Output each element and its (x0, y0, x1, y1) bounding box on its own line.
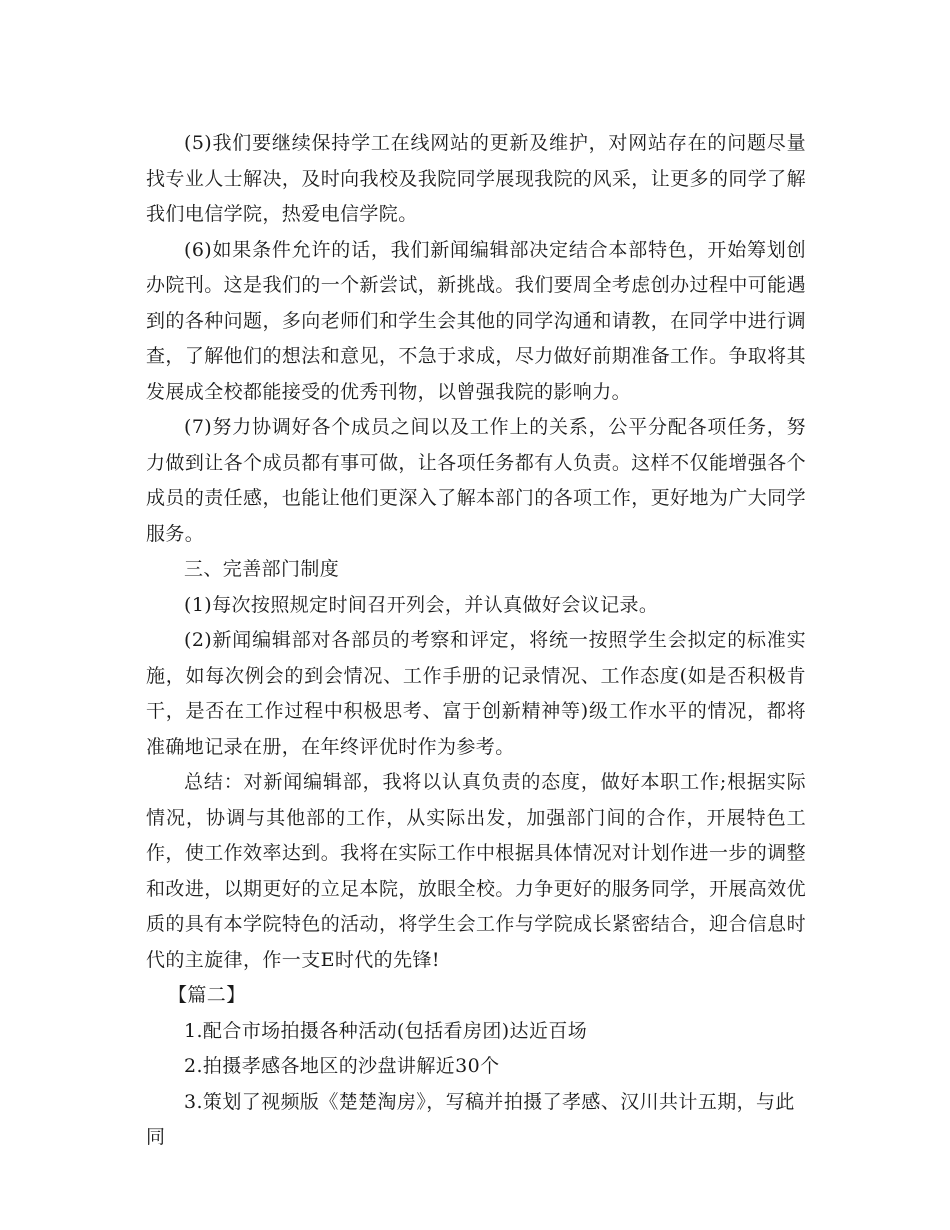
part-two-item-2: 2.拍摄孝感各地区的沙盘讲解近30个 (184, 1055, 500, 1077)
paragraph-item-7: (7)努力协调好各个成员之间以及工作上的关系，公平分配各项任务，努力做到让各个成员都有事可做，让各项任务都有人负责。这样不仅能增强各个成员的责任感，也能让他们更深入了解本部门的各项工作，更好地为广大同学服务。 (146, 416, 806, 545)
paragraph-item-5: (5)我们要继续保持学工在线网站的更新及维护，对网站存在的问题尽量找专业人士解决，及时向我校及我院同学展现我院的风采，让更多的同学了解我们电信学院，热爱电信学院。 (146, 132, 806, 225)
rule-item-1: (1)每次按照规定时间召开列会，并认真做好会议记录。 (184, 593, 659, 616)
summary-paragraph: 总结：对新闻编辑部，我将以认真负责的态度，做好本职工作;根据实际情况，协调与其他部的工作，从实际出发，加强部门间的合作，开展特色工作，使工作效率达到。我将在实际工作中根据具体情况对计划作进一步的调整和改进，以期更好的立足本院，放眼全校。力争更好的服务同学，开展高效优质的具有本学院特色的活动，将学生会工作与学院成长紧密结合，迎合信息时代的主旋律，作一支E时代的先锋! (146, 771, 806, 971)
section-heading: 三、完善部门制度 (184, 558, 340, 580)
part-two-item-3: 3.策划了视频版《楚楚淘房》，写稿并拍摄了孝感、汉川共计五期，与此同 (146, 1090, 795, 1148)
part-two-title: 【篇二】 (168, 984, 246, 1006)
part-two-item-1: 1.配合市场拍摄各种活动(包括看房团)达近百场 (184, 1019, 588, 1042)
paragraph-item-6: (6)如果条件允许的话，我们新闻编辑部决定结合本部特色，开始筹划创办院刊。这是我们的一个新尝试，新挑战。我们要周全考虑创办过程中可能遇到的各种问题，多向老师们和学生会其他的同学沟通和请教，在同学中进行调查，了解他们的想法和意见，不急于求成，尽力做好前期准备工作。争取将其发展成全校都能接受的优秀刊物，以曾强我院的影响力。 (146, 238, 806, 403)
rule-item-2: (2)新闻编辑部对各部员的考察和评定，将统一按照学生会拟定的标准实施，如每次例会的到会情况、工作手册的记录情况、工作态度(如是否积极肯干，是否在工作过程中积极思考、富于创新精神等)级工作水平的情况，都将准确地记录在册，在年终评优时作为参考。 (146, 629, 806, 758)
document-body (146, 126, 806, 1156)
